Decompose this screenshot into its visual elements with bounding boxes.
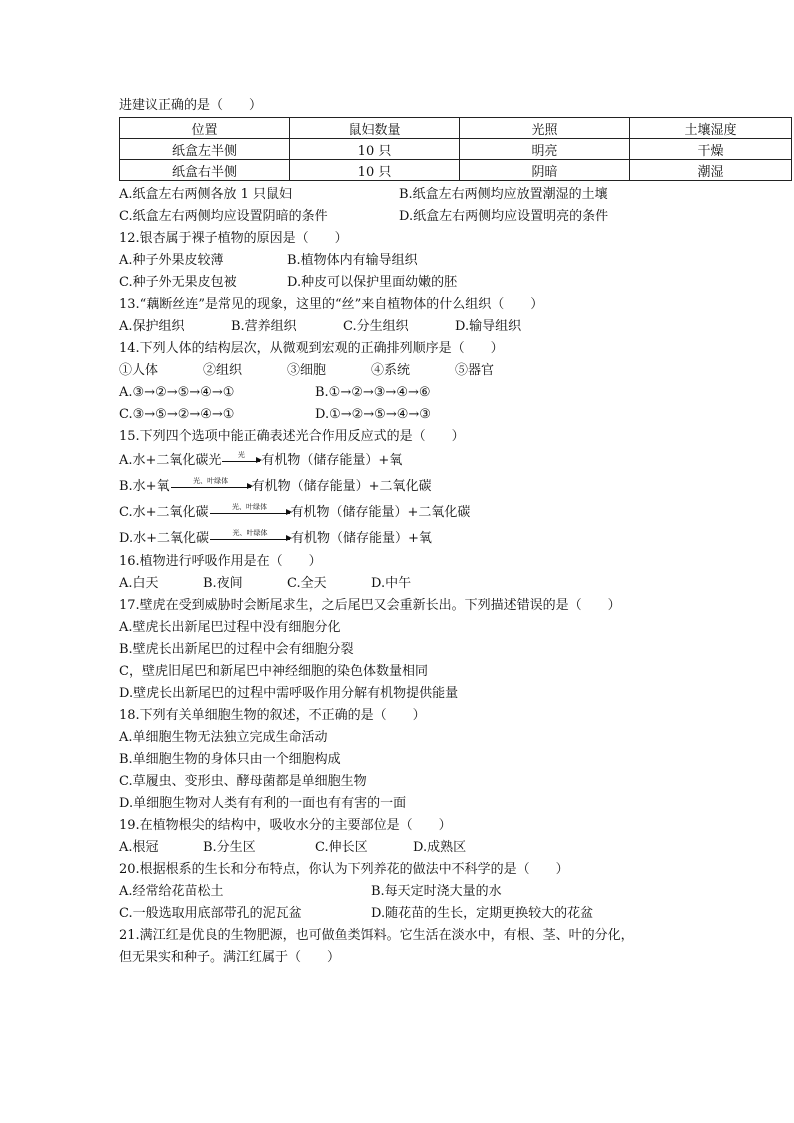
structure-item: ③细胞 bbox=[287, 363, 327, 378]
q21-stem-continued: 但无果实和种子。满江红属于（ ） bbox=[119, 950, 341, 965]
reaction-arrow bbox=[171, 476, 251, 488]
option-c: C.种子外无果皮包被 bbox=[119, 275, 237, 290]
q19-stem: 19.在植物根尖的结构中，吸收水分的主要部位是（ ） bbox=[119, 818, 452, 833]
option-b: B.植物体内有输导组织 bbox=[287, 253, 418, 268]
table-header-cell: 光照 bbox=[460, 118, 630, 139]
option-b: B.①→②→③→④→⑥ bbox=[315, 385, 431, 400]
equation-right: 有机物（储存能量）+二氧化碳 bbox=[251, 479, 432, 494]
option-a: A.单细胞生物无法独立完成生命活动 bbox=[119, 730, 328, 745]
q15-option-a bbox=[119, 450, 402, 472]
option-c: C.③→⑤→②→④→① bbox=[119, 407, 235, 422]
equation-right: 有机物（储存能量）+二氧化碳 bbox=[290, 505, 471, 520]
option-a: A.纸盒左右两侧各放 1 只鼠妇 bbox=[119, 187, 293, 202]
option-b: B.每天定时浇大量的水 bbox=[371, 884, 502, 899]
q15-option-d bbox=[119, 528, 432, 550]
table-cell: 潮湿 bbox=[630, 160, 792, 181]
equation-right: 有机物（储存能量）+氧 bbox=[261, 453, 403, 468]
table-row bbox=[120, 160, 792, 181]
table-cell: 纸盒右半侧 bbox=[120, 160, 290, 181]
option-a: A.壁虎长出新尾巴过程中没有细胞分化 bbox=[119, 620, 341, 635]
q16-stem: 16.植物进行呼吸作用是在（ ） bbox=[119, 554, 322, 569]
table-header-cell: 位置 bbox=[120, 118, 290, 139]
q15-option-c bbox=[119, 502, 470, 524]
structure-item: ⑤器官 bbox=[455, 363, 495, 378]
table-cell: 干燥 bbox=[630, 139, 792, 160]
option-b: B.夜间 bbox=[203, 576, 243, 591]
option-d: D.中午 bbox=[371, 576, 412, 591]
table-header-row bbox=[120, 118, 792, 139]
structure-item: ④系统 bbox=[371, 363, 411, 378]
option-b: B.营养组织 bbox=[231, 319, 297, 334]
option-d: D.单细胞生物对人类有有利的一面也有有害的一面 bbox=[119, 796, 407, 811]
q15-option-b bbox=[119, 476, 432, 498]
equation-left: C.水+二氧化碳 bbox=[119, 505, 209, 520]
option-a: A.经常给花苗松土 bbox=[119, 884, 224, 899]
q21-stem: 21.满江红是优良的生物肥源，也可做鱼类饵料。它生活在淡水中，有根、茎、叶的分化， bbox=[119, 928, 634, 943]
option-c: C.草履虫、变形虫、酵母菌都是单细胞生物 bbox=[119, 774, 367, 789]
reaction-condition: 光 bbox=[237, 450, 245, 459]
reaction-arrow bbox=[210, 528, 290, 540]
option-b: B.分生区 bbox=[203, 840, 256, 855]
option-a: A.③→②→⑤→④→① bbox=[119, 385, 235, 400]
q15-stem: 15.下列四个选项中能正确表述光合作用反应式的是（ ） bbox=[119, 429, 465, 444]
option-a: A.根冠 bbox=[119, 840, 159, 855]
option-d: D.壁虎长出新尾巴的过程中需呼吸作用分解有机物提供能量 bbox=[119, 686, 459, 701]
table-cell: 阴暗 bbox=[460, 160, 630, 181]
option-b: B.壁虎长出新尾巴的过程中会有细胞分裂 bbox=[119, 642, 354, 657]
option-a: A.种子外果皮较薄 bbox=[119, 253, 224, 268]
structure-item: ②组织 bbox=[203, 363, 243, 378]
q20-stem: 20.根据根系的生长和分布特点，你认为下列养花的做法中不科学的是（ ） bbox=[119, 862, 569, 877]
option-c: C.一般选取用底部带孔的泥瓦盆 bbox=[119, 906, 302, 921]
option-a: A.保护组织 bbox=[119, 319, 185, 334]
equation-left: A.水+二氧化碳光 bbox=[119, 453, 222, 468]
option-d: D.输导组织 bbox=[455, 319, 522, 334]
structure-item: ①人体 bbox=[119, 363, 159, 378]
reaction-condition: 光、叶绿体 bbox=[193, 476, 229, 485]
option-c: C.伸长区 bbox=[315, 840, 368, 855]
option-d: D.随花苗的生长，定期更换较大的花盆 bbox=[371, 906, 594, 921]
table-cell: 明亮 bbox=[460, 139, 630, 160]
option-c: C，壁虎旧尾巴和新尾巴中神经细胞的染色体数量相同 bbox=[119, 664, 428, 679]
option-c: C.分生组织 bbox=[343, 319, 409, 334]
reaction-condition: 光、叶绿体 bbox=[232, 528, 268, 537]
reaction-arrow bbox=[222, 450, 260, 462]
table-cell: 10 只 bbox=[290, 139, 460, 160]
table-row bbox=[120, 139, 792, 160]
table-cell: 10 只 bbox=[290, 160, 460, 181]
reaction-condition: 光、叶绿体 bbox=[232, 502, 268, 511]
option-c: C.纸盒左右两侧均应设置阴暗的条件 bbox=[119, 209, 328, 224]
q12-stem: 12.银杏属于裸子植物的原因是（ ） bbox=[119, 231, 348, 246]
equation-right: 有机物（储存能量）+氧 bbox=[291, 531, 432, 546]
table-header-cell: 鼠妇数量 bbox=[290, 118, 460, 139]
q18-stem: 18.下列有关单细胞生物的叙述，不正确的是（ ） bbox=[119, 708, 426, 723]
q11-stem: 进建议正确的是（ ） bbox=[119, 98, 263, 113]
equation-left: B.水+氧 bbox=[119, 479, 170, 494]
option-c: C.全天 bbox=[287, 576, 327, 591]
table-cell: 纸盒左半侧 bbox=[120, 139, 290, 160]
equation-left: D.水+二氧化碳 bbox=[119, 531, 209, 546]
option-d: D.纸盒左右两侧均应设置明亮的条件 bbox=[399, 209, 609, 224]
q14-stem: 14.下列人体的结构层次，从微观到宏观的正确排列顺序是（ ） bbox=[119, 341, 504, 356]
option-d: D.成熟区 bbox=[413, 840, 467, 855]
q17-stem: 17.壁虎在受到威胁时会断尾求生，之后尾巴又会重新长出。下列描述错误的是（ ） bbox=[119, 598, 621, 613]
option-b: B.单细胞生物的身体只由一个细胞构成 bbox=[119, 752, 341, 767]
experiment-table bbox=[119, 117, 792, 181]
table-header-cell: 土壤湿度 bbox=[630, 118, 792, 139]
option-d: D.种皮可以保护里面幼嫩的胚 bbox=[287, 275, 458, 290]
q13-stem: 13.“藕断丝连”是常见的现象，这里的“丝”来自植物体的什么组织（ ） bbox=[119, 297, 544, 312]
option-a: A.白天 bbox=[119, 576, 159, 591]
option-d: D.①→②→⑤→④→③ bbox=[315, 407, 431, 422]
option-b: B.纸盒左右两侧均应放置潮湿的土壤 bbox=[399, 187, 608, 202]
reaction-arrow bbox=[210, 502, 290, 514]
